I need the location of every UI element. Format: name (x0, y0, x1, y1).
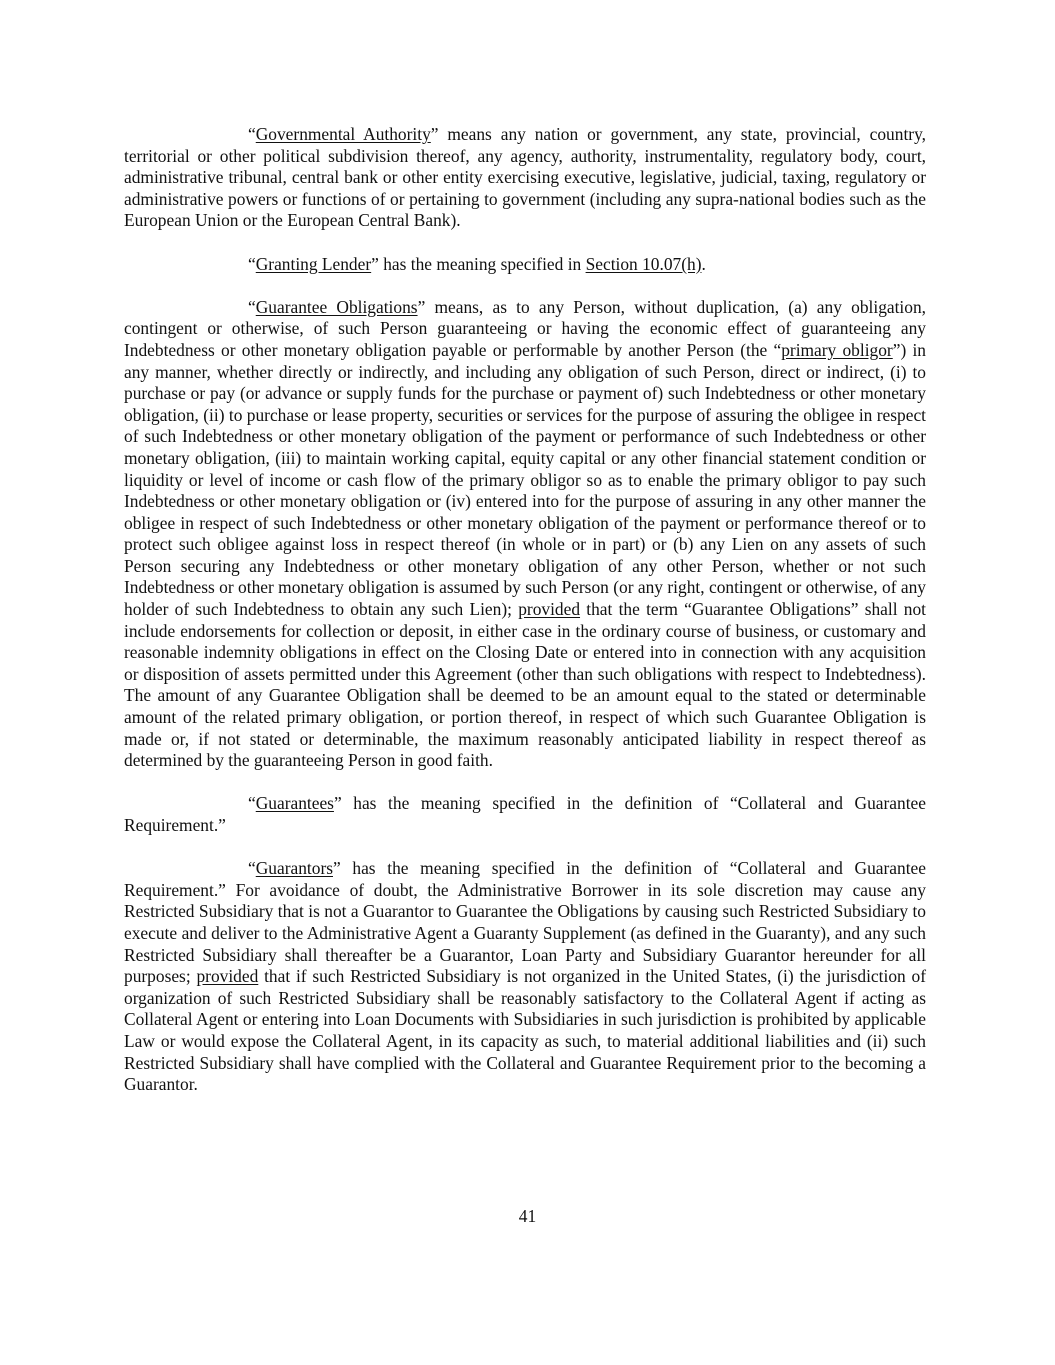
definition-governmental-authority (124, 124, 926, 232)
definition-text: that if such Restricted Subsidiary is not organized in the United States, (i) the jurisdiction of organization of such Restricted Subsidiary shall be reasonably satisfactory to the Collateral Agent if acting as Collateral Agent or entering into Loan Documents with Subsidiaries in such jurisdiction is prohibited by applicable Law or would expose the Collateral Agent, in its capacity as such, to material additional liabilities and (ii) such Restricted Subsidiary shall have complied with the Collateral and Guarantee Requirement prior to the becoming a Guarantor. (124, 966, 926, 1095)
defined-term-primary-obligor: primary obligor (781, 339, 893, 360)
definition-guarantors (124, 858, 926, 1096)
page-number: 41 (518, 1206, 537, 1226)
defined-term: Guarantee Obligations (255, 296, 418, 317)
open-quote: “ (248, 253, 256, 274)
definition-end: . (701, 253, 706, 274)
defined-term: Governmental Authority (255, 124, 431, 144)
open-quote: “ (248, 858, 256, 879)
definition-text: ” has the meaning specified in (371, 253, 586, 274)
definition-text: ” has the meaning specified in the definition of “Collateral and Guarantee Requirement.” For avoidance of doubt, the Administrative Borrower in its sole discretion may cause any Restricted Subsidiary that is not a Guarantor to Guarantee the Obligations by causing such Restricted Subsidiary to execute and deliver to the Administrative Agent a Guaranty Supplement (as defined in the Guaranty), and any such Restricted Subsidiary shall thereafter be a Guarantor, Loan Party and Subsidiary Guarantor hereunder for all purposes; (124, 858, 926, 987)
definition-text: ” has the meaning specified in the definition of “Collateral and Guarantee Requirement.” (124, 793, 926, 835)
definition-text: that the term “Guarantee Obligations” shall not include endorsements for collection or deposit, in either case in the ordinary course of business, or customary and reasonable indemnity obligations in effect on the Closing Date or entered into in connection with any acquisition or disposition of assets permitted under this Agreement (other than such obligations with respect to Indebtedness). The amount of any Guarantee Obligation shall be deemed to be an amount equal to the stated or determinable amount of the related primary obligation, or portion thereof, in respect of which such Guarantee Obligation is made or, if not stated or determinable, the maximum reasonably anticipated liability in respect thereof as determined by the guaranteeing Person in good faith. (124, 599, 926, 771)
definition-text: ” means any nation or government, any state, provincial, country, territorial or other political subdivision thereof, any agency, authority, instrumentality, regulatory body, court, administrative tribunal, central bank or other entity exercising executive, legislative, judicial, taxing, regulatory or administrative powers or functions of or pertaining to government (including any supra-national bodies such as the European Union or the European Central Bank). (124, 124, 926, 231)
definition-guarantee-obligations (124, 297, 926, 772)
definition-granting-lender (124, 254, 926, 276)
section-reference: Section 10.07(h) (585, 253, 702, 274)
document-page (124, 124, 926, 1117)
defined-term: Granting Lender (255, 253, 372, 274)
open-quote: “ (248, 124, 256, 144)
defined-term: Guarantors (255, 858, 333, 879)
proviso-term: provided (196, 966, 259, 987)
definition-text: ”) in any manner, whether directly or indirectly, and including any obligation of such Person, direct or indirect, (i) to purchase or pay (or advance or supply funds for the purchase or payment of) such Indebtedness or other monetary obligation, (ii) to purchase or lease property, securities or services for the purpose of assuring the obligee in respect of such Indebtedness or other monetary obligation of the payment or performance of such Indebtedness or other monetary obligation, (iii) to maintain working capital, equity capital or any other financial statement condition or liquidity or level of income or cash flow of the primary obligor so as to enable the primary obligor to pay such Indebtedness or other monetary obligation or (iv) entered into for the purpose of assuring in any other manner the obligee in respect of such Indebtedness or other monetary obligation of the payment or performance thereof or to protect such obligee against loss in respect thereof (in whole or in part) or (b) any Lien on any assets of such Person securing any Indebtedness or other monetary obligation of any other Person, whether or not such Indebtedness or other monetary obligation is assumed by such Person (or any right, contingent or otherwise, of any holder of such Indebtedness to obtain any such Lien); (124, 339, 927, 620)
defined-term: Guarantees (255, 793, 334, 814)
proviso-term: provided (518, 599, 581, 620)
definition-guarantees (124, 793, 926, 836)
open-quote: “ (248, 793, 256, 814)
definition-text: ” means, as to any Person, without duplication, (a) any obligation, contingent or otherwise, of such Person guaranteeing or having the economic effect of guaranteeing any Indebtedness or other monetary obligation payable or performable by another Person (the “ (124, 296, 927, 360)
open-quote: “ (248, 296, 256, 317)
